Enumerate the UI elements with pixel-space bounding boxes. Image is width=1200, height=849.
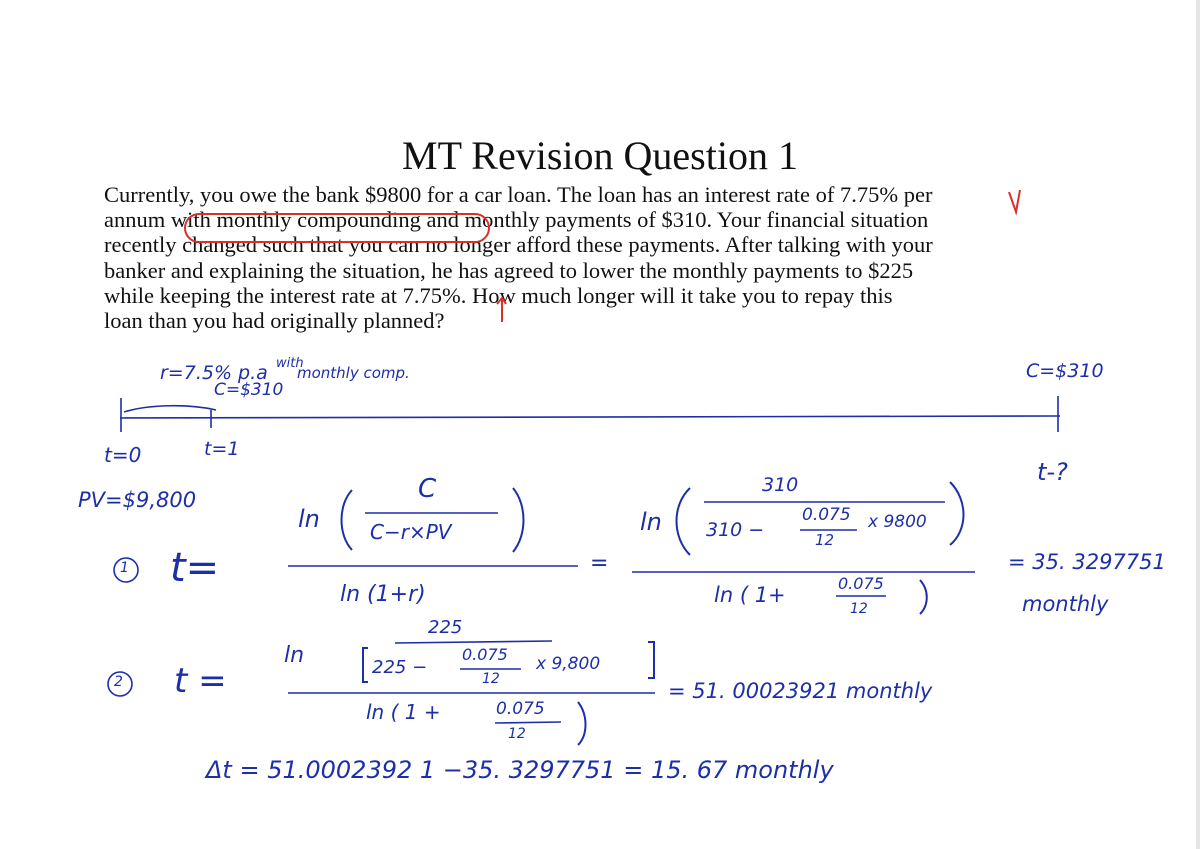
question-line: annum with monthly compounding and monthly payments of $310. Your financial situation: [104, 207, 929, 233]
time-end-label: t-?: [1037, 458, 1068, 486]
denominator-text: 310 −: [706, 519, 765, 541]
formula-lhs: t=: [170, 545, 220, 591]
ln-symbol: ln: [284, 643, 305, 668]
delta-result: Δt = 51.0002392 1 −35. 3297751 = 15. 67 monthly: [206, 756, 834, 784]
formula-marker: 2: [114, 674, 123, 690]
numerator-text: 310: [762, 474, 799, 496]
question-line: Currently, you owe the bank $9800 for a car loan. The loan has an interest rate of 7.75% per: [104, 182, 933, 207]
question-line: loan than you had originally planned?: [104, 308, 445, 334]
result-value: = 35. 3297751: [1008, 550, 1166, 574]
page-title: MT Revision Question 1: [402, 133, 798, 178]
ln-symbol: ln: [640, 508, 662, 536]
scan-edge: [1196, 0, 1200, 849]
equals-sign: =: [590, 551, 609, 576]
question-line: banker and explaining the situation, he has agreed to lower the monthly payments to $225: [104, 257, 914, 283]
monthly-comp-annotation: monthly comp.: [297, 364, 410, 382]
fraction-bottom: 12: [508, 726, 526, 742]
result-value: = 51. 00023921 monthly: [668, 679, 933, 703]
time-one-label: t=1: [204, 438, 240, 460]
numerator-text: C: [418, 474, 437, 504]
fraction-bottom: 12: [850, 601, 868, 617]
multiplier-text: x 9800: [868, 512, 927, 532]
fraction-top: 0.075: [802, 505, 851, 525]
fraction-bottom: 12: [482, 671, 500, 687]
time-zero-label: t=0: [104, 443, 142, 467]
ln-symbol: ln: [298, 505, 320, 533]
multiplier-text: x 9,800: [536, 654, 601, 674]
present-value-label: PV=$9,800: [78, 488, 197, 512]
formula-denominator: ln (1+r): [340, 582, 426, 607]
fraction-bottom: 12: [815, 531, 835, 549]
rate-annotation: r=7.5% p.a: [160, 362, 268, 384]
formula-denominator: ln ( 1+: [714, 583, 786, 607]
formula-lhs: t =: [174, 661, 227, 701]
denominator-text: 225 −: [372, 657, 428, 678]
denominator-text: C−r×PV: [370, 520, 452, 544]
with-annotation: with: [276, 356, 304, 371]
result-unit: monthly: [1022, 592, 1109, 616]
numerator-text: 225: [428, 617, 463, 638]
fraction-top: 0.075: [462, 645, 508, 664]
payment-label-left: C=$310: [214, 380, 284, 400]
question-line: while keeping the interest rate at 7.75%. How much longer will it take you to repay this: [104, 282, 893, 308]
fraction-top: 0.075: [838, 574, 884, 593]
question-line: recently changed such that you can no longer afford these payments. After talking with your: [104, 232, 933, 258]
payment-label-right: C=$310: [1026, 360, 1104, 382]
fraction-top: 0.075: [496, 699, 545, 719]
formula-denominator: ln ( 1 +: [366, 700, 441, 724]
formula-marker: 1: [120, 560, 129, 576]
